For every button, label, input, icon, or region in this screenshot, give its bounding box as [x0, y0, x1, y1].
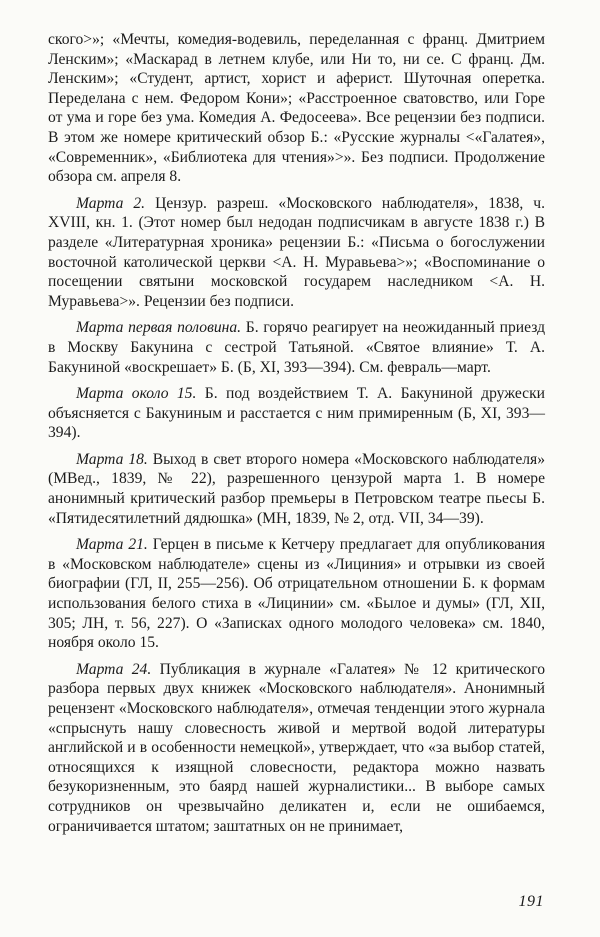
paragraph-text: ского>»; «Мечты, комедия-водевиль, переделанная с франц. Дмитрием Ленским»; «Маскарад в летнем клубе, или Ни то, ни се. С франц. Дм. Ленским»; «Студент, артист, хорист и аферист. Шуточная оперетка. Переделана с нем. Федором Кони»; «Расстроенное сватовство, или Горе от ума и горе без ума. Комедия А. Федосеева». Все рецензии без подписи. В этом же номере критический обзор Б.: «Русские журналы <«Галатея», «Современник», «Библиотека для чтения»>». Без подписи. Продолжение обзора см. апреля 8.: [48, 31, 545, 186]
entry-date: Марта 18.: [76, 450, 148, 468]
entry-march-21: [48, 535, 545, 653]
entry-text: Б. горячо реагирует на неожиданный приезд в Москву Бакунина с сестрой Татьяной. «Святое влияние» Т. А. Бакуниной «воскрешает» Б. (Б, XI, 393—394). См. февраль—март.: [48, 319, 546, 376]
entry-march-2: [48, 194, 545, 312]
entry-march-around-15: [48, 384, 545, 443]
entry-march-24: [48, 660, 545, 836]
page-number: 191: [518, 893, 544, 910]
entry-march-first-half: [48, 318, 545, 377]
paragraph-continuation: [48, 30, 545, 187]
entry-text: Публикация в журнале «Галатея» № 12 критического разбора первых двух книжек «Московского наблюдателя». Анонимный рецензент «Московского наблюдателя», отмечая тенденции этого журнала «спрыснуть нашу словесность живой и мертвой водой литературы английской и в особенности немецкой», утверждает, что «за выбор статей, относящихся к изящной словесности, редактора можно назвать безукоризненным, это баярд нашей журналистики... В выборе самых сотрудников он чрезвычайно деликатен и, если не ошибаемся, ограничивается штатом; заштатных он не принимает,: [48, 660, 546, 835]
entry-march-18: [48, 450, 545, 528]
entry-text: Б. под воздействием Т. А. Бакуниной дружески объясняется с Бакуниным и расстается с ним примиренным (Б, XI, 393—394).: [48, 385, 545, 442]
entry-date: Марта 2.: [76, 194, 146, 212]
entry-date: Марта первая половина.: [76, 319, 242, 337]
entry-date: Марта около 15.: [76, 385, 197, 403]
entry-date: Марта 21.: [76, 536, 148, 554]
entry-text: Герцен в письме к Кетчеру предлагает для опубликования в «Московском наблюдателе» сцены из «Лициния» и отрывки из своей биографии (ГЛ, II, 255—256). Об отрицательном отношении Б. к формам использования белого стиха в «Лицинии» см. «Былое и думы» (ГЛ, XII, 305; ЛН, т. 56, 227). О «Записках одного молодого человека» см. 1840, ноября около 15.: [48, 536, 546, 652]
entry-text: Выход в свет второго номера «Московского наблюдателя» (МВед., 1839, № 22), разрешенного цензурой марта 1. В номере анонимный критический разбор премьеры в Петровском театре пьесы Б. «Пятидесятилетний дядюшка» (МН, 1839, № 2, отд. VII, 34—39).: [48, 450, 545, 527]
page-body: [48, 30, 545, 836]
entry-date: Марта 24.: [76, 660, 152, 678]
entry-text: Цензур. разреш. «Московского наблюдателя», 1838, ч. XVIII, кн. 1. (Этот номер был недодан подписчикам в августе 1838 г.) В разделе «Литературная хроника» рецензии Б.: «Письма о богослужении восточной католической церкви <А. Н. Муравьева>»; «Воспоминание о посещении святыни московской государем наследником <А. Н. Муравьева>». Рецензии без подписи.: [48, 194, 546, 310]
